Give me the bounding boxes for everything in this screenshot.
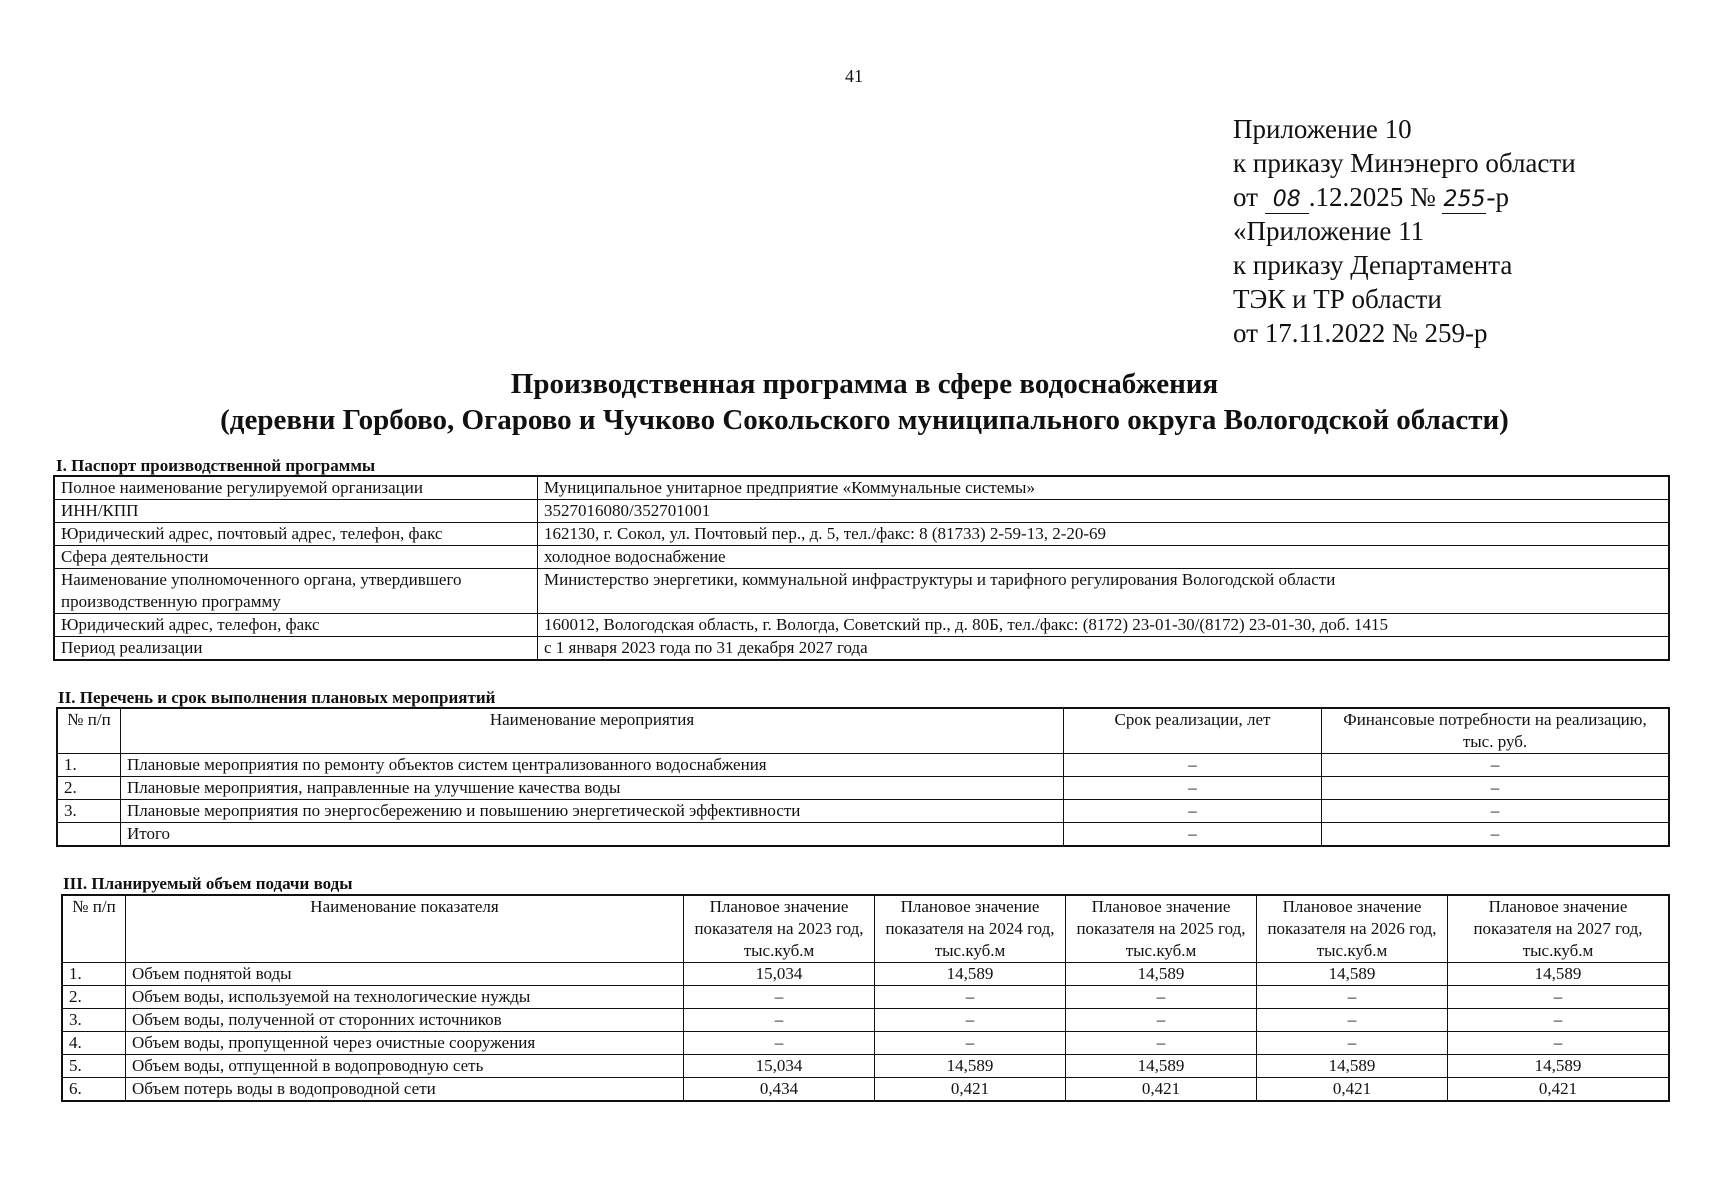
activity-row xyxy=(57,754,1669,777)
passport-row xyxy=(54,476,1669,500)
appendix-block xyxy=(1233,112,1576,350)
appendix-date-mid: .12.2025 № xyxy=(1308,182,1443,212)
activity-term: – xyxy=(1064,777,1322,800)
volume-indicator: Объем поднятой воды xyxy=(126,963,684,986)
col-num-header: № п/п xyxy=(57,708,121,754)
volume-row xyxy=(62,1032,1669,1055)
volume-value: 14,589 xyxy=(1257,1055,1448,1078)
volume-value: 14,589 xyxy=(1066,1055,1257,1078)
activity-term: – xyxy=(1064,754,1322,777)
volume-value: 14,589 xyxy=(875,1055,1066,1078)
volume-num: 4. xyxy=(62,1032,126,1055)
volume-row xyxy=(62,1009,1669,1032)
appendix-line-1: Приложение 10 xyxy=(1233,114,1412,144)
appendix-line-2: к приказу Минэнерго области xyxy=(1233,148,1576,178)
volume-value: 0,421 xyxy=(875,1078,1066,1102)
passport-value: 3527016080/352701001 xyxy=(538,500,1670,523)
volume-value: 14,589 xyxy=(1448,963,1670,986)
activity-row xyxy=(57,800,1669,823)
volume-value: 0,421 xyxy=(1257,1078,1448,1102)
volume-num: 2. xyxy=(62,986,126,1009)
volume-value: – xyxy=(1448,1009,1670,1032)
passport-value: Министерство энергетики, коммунальной инфраструктуры и тарифного регулирования Вологодской области xyxy=(538,569,1670,614)
activity-row xyxy=(57,777,1669,800)
volume-indicator: Объем воды, полученной от сторонних источников xyxy=(126,1009,684,1032)
activity-num xyxy=(57,823,121,847)
volume-value: – xyxy=(1448,986,1670,1009)
volume-row xyxy=(62,986,1669,1009)
volume-row xyxy=(62,1078,1669,1102)
appendix-line-6: ТЭК и ТР области xyxy=(1233,284,1442,314)
passport-key: Полное наименование регулируемой организации xyxy=(54,476,538,500)
volume-num: 6. xyxy=(62,1078,126,1102)
passport-key: Юридический адрес, почтовый адрес, телефон, факс xyxy=(54,523,538,546)
appendix-line-3 xyxy=(1233,180,1576,214)
passport-value: 162130, г. Сокол, ул. Почтовый пер., д. 5, тел./факс: 8 (81733) 2-59-13, 2-20-69 xyxy=(538,523,1670,546)
volume-value: – xyxy=(1257,1032,1448,1055)
activity-term: – xyxy=(1064,800,1322,823)
appendix-date-prefix: от xyxy=(1233,182,1265,212)
passport-key: Юридический адрес, телефон, факс xyxy=(54,614,538,637)
passport-value: с 1 января 2023 года по 31 декабря 2027 года xyxy=(538,637,1670,661)
appendix-line-4: «Приложение 11 xyxy=(1233,216,1425,246)
passport-value: холодное водоснабжение xyxy=(538,546,1670,569)
volume-value: – xyxy=(684,1009,875,1032)
volume-value: 15,034 xyxy=(684,963,875,986)
volume-value: 14,589 xyxy=(1066,963,1257,986)
col-indicator-header: Наименование показателя xyxy=(126,895,684,963)
passport-row xyxy=(54,546,1669,569)
volume-value: 0,421 xyxy=(1448,1078,1670,1102)
page-number: 41 xyxy=(845,66,863,86)
volume-row xyxy=(62,1055,1669,1078)
activity-name: Плановые мероприятия по энергосбережению и повышению энергетической эффективности xyxy=(121,800,1064,823)
passport-row xyxy=(54,569,1669,614)
activity-term: – xyxy=(1064,823,1322,847)
activity-finance: – xyxy=(1322,777,1670,800)
col-2024-header: Плановое значение показателя на 2024 год, тыс.куб.м xyxy=(875,895,1066,963)
passport-row xyxy=(54,523,1669,546)
appendix-date-suffix: -р xyxy=(1486,182,1509,212)
volume-value: – xyxy=(1066,1032,1257,1055)
volume-value: 14,589 xyxy=(1448,1055,1670,1078)
handwritten-day: 08 xyxy=(1265,187,1309,214)
activity-num: 3. xyxy=(57,800,121,823)
volume-value: – xyxy=(875,1032,1066,1055)
activity-name: Плановые мероприятия, направленные на улучшение качества воды xyxy=(121,777,1064,800)
activity-finance: – xyxy=(1322,823,1670,847)
title-line-2: (деревни Горбово, Огарово и Чучково Сокольского муниципального округа Вологодской области) xyxy=(220,404,1509,436)
col-2027-header: Плановое значение показателя на 2027 год, тыс.куб.м xyxy=(1448,895,1670,963)
appendix-line-5: к приказу Департамента xyxy=(1233,250,1513,280)
activity-num: 1. xyxy=(57,754,121,777)
document-title xyxy=(0,366,1729,438)
col-2023-header: Плановое значение показателя на 2023 год, тыс.куб.м xyxy=(684,895,875,963)
section1-heading: I. Паспорт производственной программы xyxy=(56,456,376,475)
volume-value: – xyxy=(684,986,875,1009)
passport-value: 160012, Вологодская область, г. Вологда, Советский пр., д. 80Б, тел./факс: (8172) 23-01-30/(8172) 23-01-30, доб. 1415 xyxy=(538,614,1670,637)
handwritten-order-number: 255 xyxy=(1443,187,1486,212)
volume-value: – xyxy=(1257,986,1448,1009)
passport-table xyxy=(53,475,1670,661)
volume-value: – xyxy=(875,1009,1066,1032)
volume-indicator: Объем воды, используемой на технологические нужды xyxy=(126,986,684,1009)
passport-key: Период реализации xyxy=(54,637,538,661)
volume-value: – xyxy=(684,1032,875,1055)
activities-table xyxy=(56,707,1670,847)
volume-value: 14,589 xyxy=(875,963,1066,986)
volume-value: – xyxy=(1448,1032,1670,1055)
col-name-header: Наименование мероприятия xyxy=(121,708,1064,754)
volume-value: – xyxy=(1066,986,1257,1009)
passport-row xyxy=(54,614,1669,637)
volume-row xyxy=(62,963,1669,986)
col-2025-header: Плановое значение показателя на 2025 год, тыс.куб.м xyxy=(1066,895,1257,963)
volume-num: 5. xyxy=(62,1055,126,1078)
col-term-header: Срок реализации, лет xyxy=(1064,708,1322,754)
volume-indicator: Объем воды, пропущенной через очистные сооружения xyxy=(126,1032,684,1055)
volume-value: – xyxy=(1257,1009,1448,1032)
activity-row xyxy=(57,823,1669,847)
volume-value: – xyxy=(875,986,1066,1009)
volume-indicator: Объем потерь воды в водопроводной сети xyxy=(126,1078,684,1102)
volume-value: 0,421 xyxy=(1066,1078,1257,1102)
water-volume-table xyxy=(61,894,1670,1102)
col-num-header: № п/п xyxy=(62,895,126,963)
activity-name: Итого xyxy=(121,823,1064,847)
passport-row xyxy=(54,500,1669,523)
volume-value: – xyxy=(1066,1009,1257,1032)
volume-value: 0,434 xyxy=(684,1078,875,1102)
volume-num: 3. xyxy=(62,1009,126,1032)
col-2026-header: Плановое значение показателя на 2026 год, тыс.куб.м xyxy=(1257,895,1448,963)
passport-key: Наименование уполномоченного органа, утвердившего производственную программу xyxy=(54,569,538,614)
passport-row xyxy=(54,637,1669,661)
volume-num: 1. xyxy=(62,963,126,986)
section2-heading: II. Перечень и срок выполнения плановых мероприятий xyxy=(58,688,496,707)
volume-value: 14,589 xyxy=(1257,963,1448,986)
activity-num: 2. xyxy=(57,777,121,800)
volume-indicator: Объем воды, отпущенной в водопроводную сеть xyxy=(126,1055,684,1078)
volume-value: 15,034 xyxy=(684,1055,875,1078)
passport-key: ИНН/КПП xyxy=(54,500,538,523)
appendix-line-7: от 17.11.2022 № 259-р xyxy=(1233,318,1488,348)
passport-key: Сфера деятельности xyxy=(54,546,538,569)
activity-finance: – xyxy=(1322,754,1670,777)
title-line-1: Производственная программа в сфере водоснабжения xyxy=(510,368,1219,400)
activity-finance: – xyxy=(1322,800,1670,823)
col-finance-header: Финансовые потребности на реализацию, тыс. руб. xyxy=(1322,708,1670,754)
activity-name: Плановые мероприятия по ремонту объектов систем централизованного водоснабжения xyxy=(121,754,1064,777)
passport-value: Муниципальное унитарное предприятие «Коммунальные системы» xyxy=(538,476,1670,500)
section3-heading: III. Планируемый объем подачи воды xyxy=(63,874,353,893)
